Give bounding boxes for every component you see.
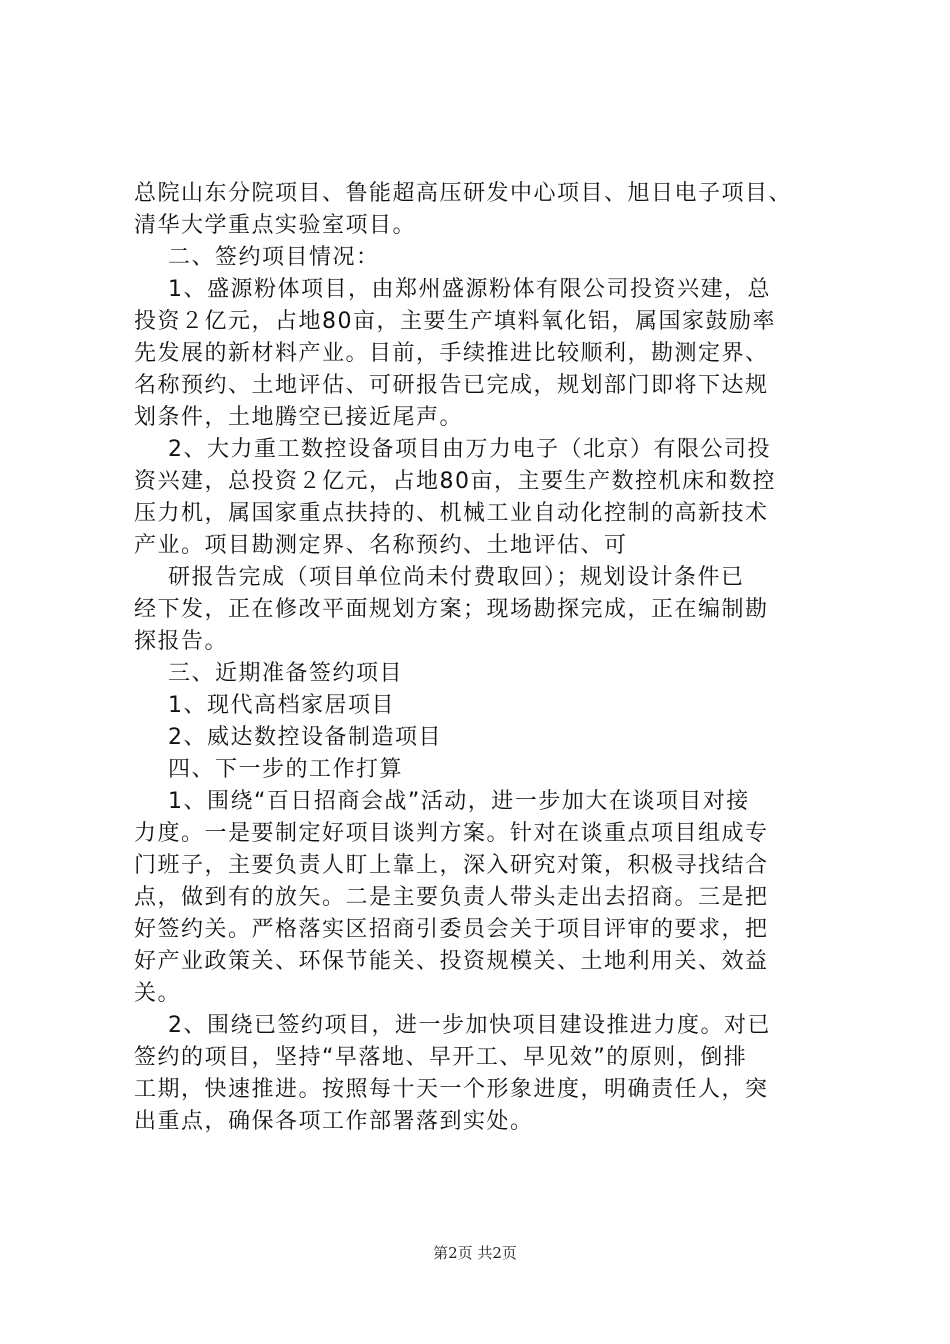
section-heading: 二、签约项目情况：: [134, 245, 380, 270]
text-line: 划条件，土地腾空已接近尾声。: [134, 405, 464, 430]
text-line: 名称预约、土地评估、可研报告已完成，规划部门即将下达规: [134, 373, 769, 398]
text-line: 1、盛源粉体项目，由郑州盛源粉体有限公司投资兴建，总: [134, 277, 771, 302]
text-line: 点，做到有的放矢。二是主要负责人带头走出去招商。三是把: [134, 885, 769, 910]
page-number-footer: 第2页 共2页: [433, 1244, 517, 1262]
text-line: 好产业政策关、环保节能关、投资规模关、土地利用关、效益: [134, 949, 769, 974]
text-line: 压力机，属国家重点扶持的、机械工业自动化控制的高新技术: [134, 501, 769, 526]
text-line: 资兴建，总投资２亿元，占地80亩，主要生产数控机床和数控: [134, 469, 776, 494]
text-line: 产业。项目勘测定界、名称预约、土地评估、可: [134, 533, 628, 558]
list-item: 1、现代高档家居项目: [134, 693, 395, 718]
text-line: 投资２亿元，占地80亩，主要生产填料氧化铝，属国家鼓励率: [134, 309, 776, 334]
text-line: 经下发，正在修改平面规划方案；现场勘探完成，正在编制勘: [134, 597, 769, 622]
text-line: 力度。一是要制定好项目谈判方案。针对在谈重点项目组成专: [134, 821, 769, 846]
text-line: 出重点，确保各项工作部署落到实处。: [134, 1109, 534, 1134]
text-line: 1、围绕“百日招商会战”活动，进一步加大在谈项目对接: [134, 789, 750, 814]
text-line: 先发展的新材料产业。目前，手续推进比较顺利，勘测定界、: [134, 341, 769, 366]
text-line: 签约的项目，坚持“早落地、早开工、早见效”的原则，倒排: [134, 1045, 748, 1070]
list-item: 2、威达数控设备制造项目: [134, 725, 442, 750]
section-heading: 四、下一步的工作打算: [134, 757, 403, 782]
text-line: 总院山东分院项目、鲁能超高压研发中心项目、旭日电子项目、: [134, 181, 793, 206]
text-line: 好签约关。严格落实区招商引委员会关于项目评审的要求，把: [134, 917, 769, 942]
text-line: 2、大力重工数控设备项目由万力电子（北京）有限公司投: [134, 437, 771, 462]
text-line: 工期，快速推进。按照每十天一个形象进度，明确责任人，突: [134, 1077, 769, 1102]
text-line: 研报告完成（项目单位尚未付费取回）；规划设计条件已: [134, 565, 745, 590]
text-line: 门班子，主要负责人盯上靠上，深入研究对策，积极寻找结合: [134, 853, 769, 878]
text-line: 2、围绕已签约项目，进一步加快项目建设推进力度。对已: [134, 1013, 771, 1038]
text-line: 关。: [134, 981, 182, 1006]
section-heading: 三、近期准备签约项目: [134, 661, 403, 686]
text-line: 清华大学重点实验室项目。: [134, 213, 417, 238]
text-line: 探报告。: [134, 629, 229, 654]
